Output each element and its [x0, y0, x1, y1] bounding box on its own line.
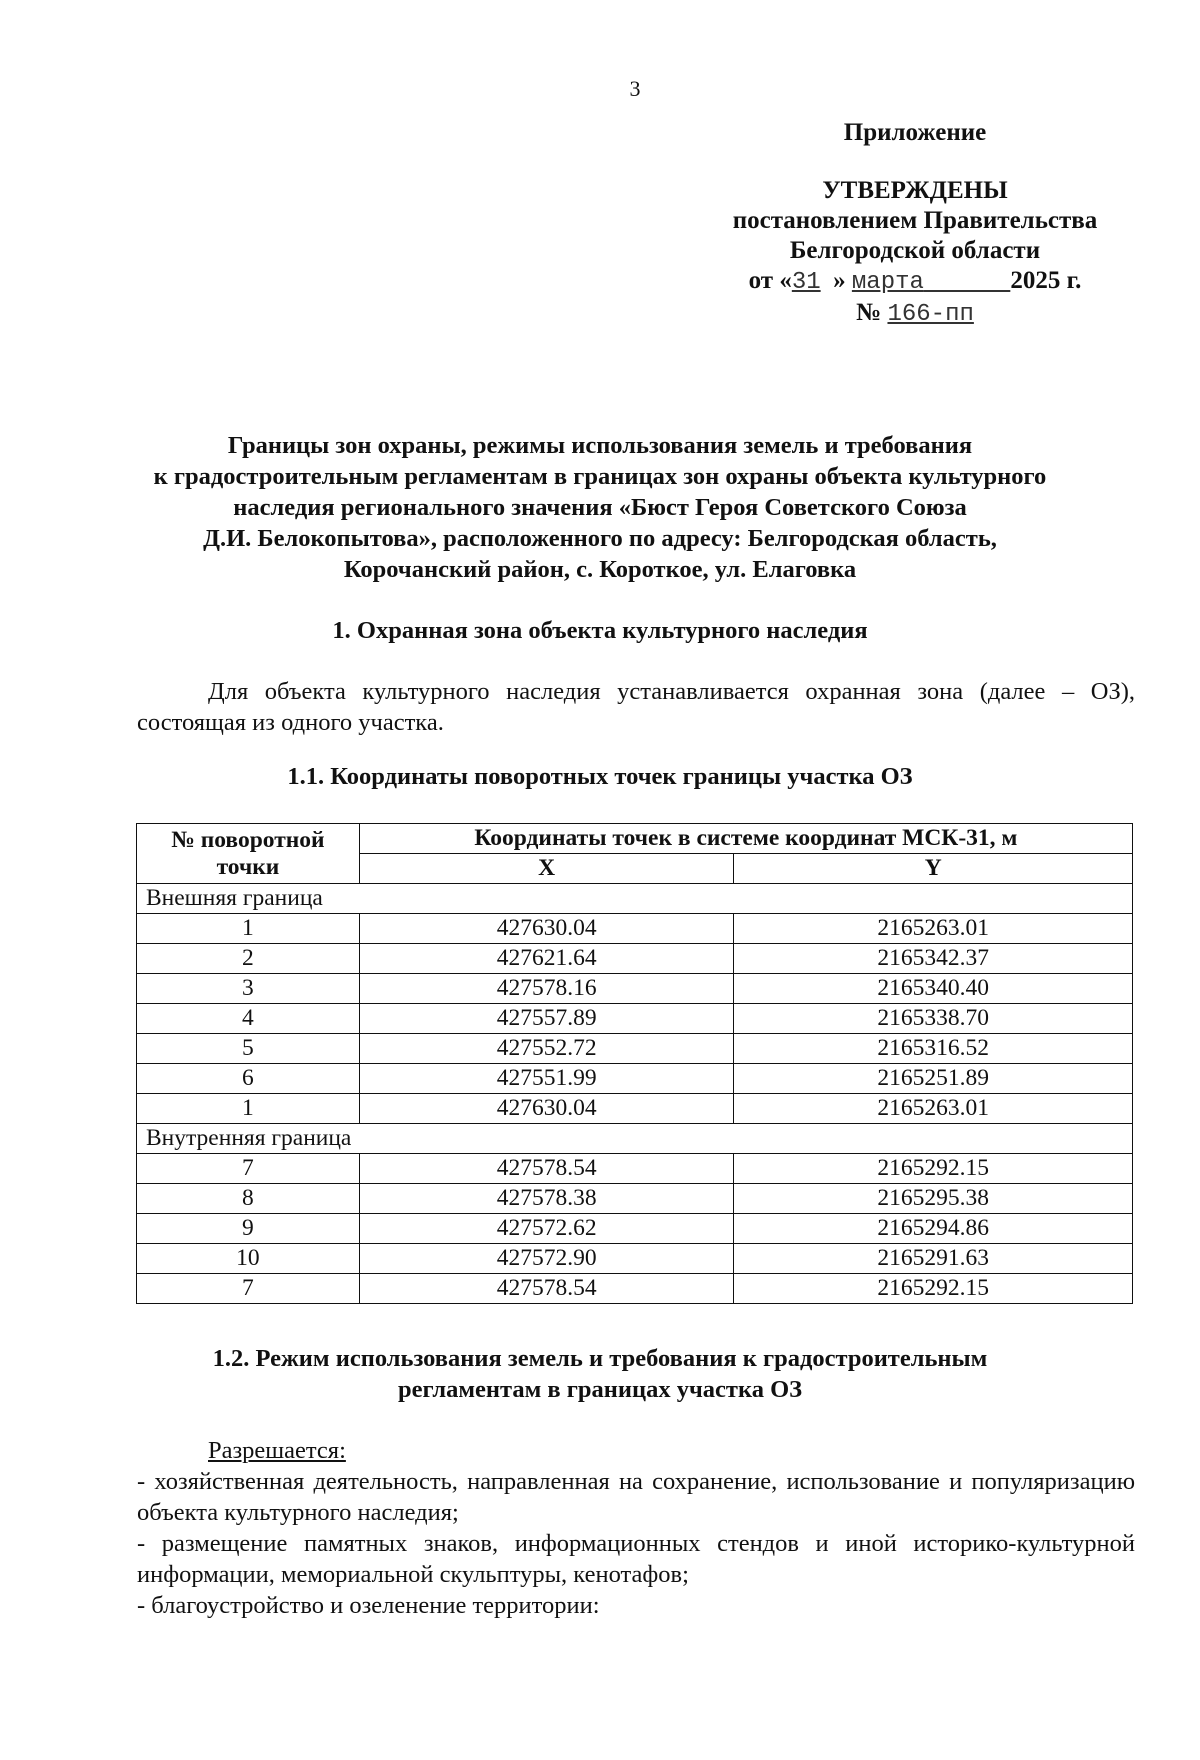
group-outer-boundary: Внешняя граница [137, 884, 1133, 914]
cell-x: 427630.04 [359, 1094, 734, 1124]
cell-y: 2165263.01 [734, 914, 1133, 944]
approval-date [690, 266, 1140, 298]
cell-y: 2165338.70 [734, 1004, 1133, 1034]
section-1-2-heading-line-2: регламентам в границах участка ОЗ [397, 1376, 803, 1403]
allowed-label: Разрешается: [208, 1437, 346, 1464]
header-point-number: № поворотной точки [137, 824, 360, 884]
header-coordinates: Координаты точек в системе координат МСК-31, м [359, 824, 1132, 854]
table-row [137, 1034, 1133, 1064]
cell-x: 427578.16 [359, 974, 734, 1004]
number-value: 166-пп [887, 301, 974, 328]
appendix-label: Приложение [843, 119, 987, 146]
allowed-label-line [137, 1435, 1135, 1466]
approved-by-line-2: Белгородской области [789, 237, 1041, 264]
cell-x: 427572.62 [359, 1214, 734, 1244]
table-row [137, 1274, 1133, 1304]
section-1-paragraph [137, 676, 1135, 738]
table-row [137, 1004, 1133, 1034]
cell-point: 3 [137, 974, 360, 1004]
cell-x: 427621.64 [359, 944, 734, 974]
date-mid: » [833, 267, 846, 294]
cell-point: 1 [137, 914, 360, 944]
cell-point: 10 [137, 1244, 360, 1274]
title-line: наследия регионального значения «Бюст Героя Советского Союза [233, 494, 967, 521]
list-item [137, 1528, 1135, 1590]
cell-y: 2165292.15 [734, 1274, 1133, 1304]
date-blank [924, 269, 1010, 296]
cell-y: 2165295.38 [734, 1184, 1133, 1214]
table-row [137, 914, 1133, 944]
header-y: Y [734, 854, 1133, 884]
table-row [137, 1064, 1133, 1094]
table-row [137, 1154, 1133, 1184]
date-prefix: от « [748, 267, 792, 294]
cell-point: 6 [137, 1064, 360, 1094]
cell-point: 7 [137, 1154, 360, 1184]
table-header-row [137, 824, 1133, 854]
document-title [60, 430, 1140, 585]
table-group-row [137, 884, 1133, 914]
section-1-2-heading-line-1: 1.2. Режим использования земель и требования к градостроительным [212, 1345, 988, 1372]
date-day: 31 [791, 269, 821, 296]
page-number: 3 [629, 76, 641, 101]
list-item-text: - размещение памятных знаков, информационных стендов и иной историко-культурной информации, мемориальной скульптуры, кенотафов; [137, 1530, 1135, 1588]
cell-x: 427578.38 [359, 1184, 734, 1214]
cell-y: 2165251.89 [734, 1064, 1133, 1094]
section-1-1-heading: 1.1. Координаты поворотных точек границы участка ОЗ [287, 763, 913, 790]
list-item [137, 1590, 1135, 1621]
header-x: X [359, 854, 734, 884]
table-row [137, 1094, 1133, 1124]
approval-number [690, 298, 1140, 330]
cell-y: 2165316.52 [734, 1034, 1133, 1064]
cell-x: 427552.72 [359, 1034, 734, 1064]
list-item [137, 1466, 1135, 1528]
title-line: к градостроительным регламентам в границах зон охраны объекта культурного [153, 463, 1047, 490]
section-1-heading: 1. Охранная зона объекта культурного наследия [332, 617, 868, 644]
cell-x: 427551.99 [359, 1064, 734, 1094]
title-line: Корочанский район, с. Короткое, ул. Елаговка [343, 556, 857, 583]
table-row [137, 944, 1133, 974]
cell-y: 2165263.01 [734, 1094, 1133, 1124]
table-row [137, 1184, 1133, 1214]
table-group-row [137, 1124, 1133, 1154]
section-1-paragraph-text: Для объекта культурного наследия устанавливается охранная зона (далее – ОЗ), состоящая из одного участка. [137, 678, 1135, 736]
cell-y: 2165340.40 [734, 974, 1133, 1004]
approval-block [690, 118, 1140, 330]
title-line: Д.И. Белокопытова», расположенного по адресу: Белгородская область, [203, 525, 997, 552]
cell-x: 427578.54 [359, 1274, 734, 1304]
table-row [137, 974, 1133, 1004]
cell-x: 427578.54 [359, 1154, 734, 1184]
cell-point: 1 [137, 1094, 360, 1124]
cell-y: 2165291.63 [734, 1244, 1133, 1274]
cell-point: 9 [137, 1214, 360, 1244]
cell-y: 2165342.37 [734, 944, 1133, 974]
cell-x: 427572.90 [359, 1244, 734, 1274]
cell-point: 7 [137, 1274, 360, 1304]
section-1-2-heading [60, 1343, 1140, 1405]
table-row [137, 1244, 1133, 1274]
number-prefix: № [856, 299, 882, 326]
cell-point: 5 [137, 1034, 360, 1064]
date-month: марта [851, 269, 924, 296]
list-item-text: - хозяйственная деятельность, направленная на сохранение, использование и популяризацию объекта культурного наследия; [137, 1468, 1135, 1526]
cell-point: 2 [137, 944, 360, 974]
table-row [137, 1214, 1133, 1244]
approved-label: УТВЕРЖДЕНЫ [822, 177, 1008, 204]
cell-point: 4 [137, 1004, 360, 1034]
cell-y: 2165292.15 [734, 1154, 1133, 1184]
cell-y: 2165294.86 [734, 1214, 1133, 1244]
cell-x: 427630.04 [359, 914, 734, 944]
group-inner-boundary: Внутренняя граница [137, 1124, 1133, 1154]
approved-by-line-1: постановлением Правительства [732, 207, 1098, 234]
cell-point: 8 [137, 1184, 360, 1214]
title-line: Границы зон охраны, режимы использования земель и требования [227, 432, 973, 459]
list-item-text: - благоустройство и озеленение территории: [137, 1592, 600, 1619]
coordinates-table [136, 823, 1133, 1304]
date-year: 2025 г. [1010, 267, 1082, 294]
cell-x: 427557.89 [359, 1004, 734, 1034]
